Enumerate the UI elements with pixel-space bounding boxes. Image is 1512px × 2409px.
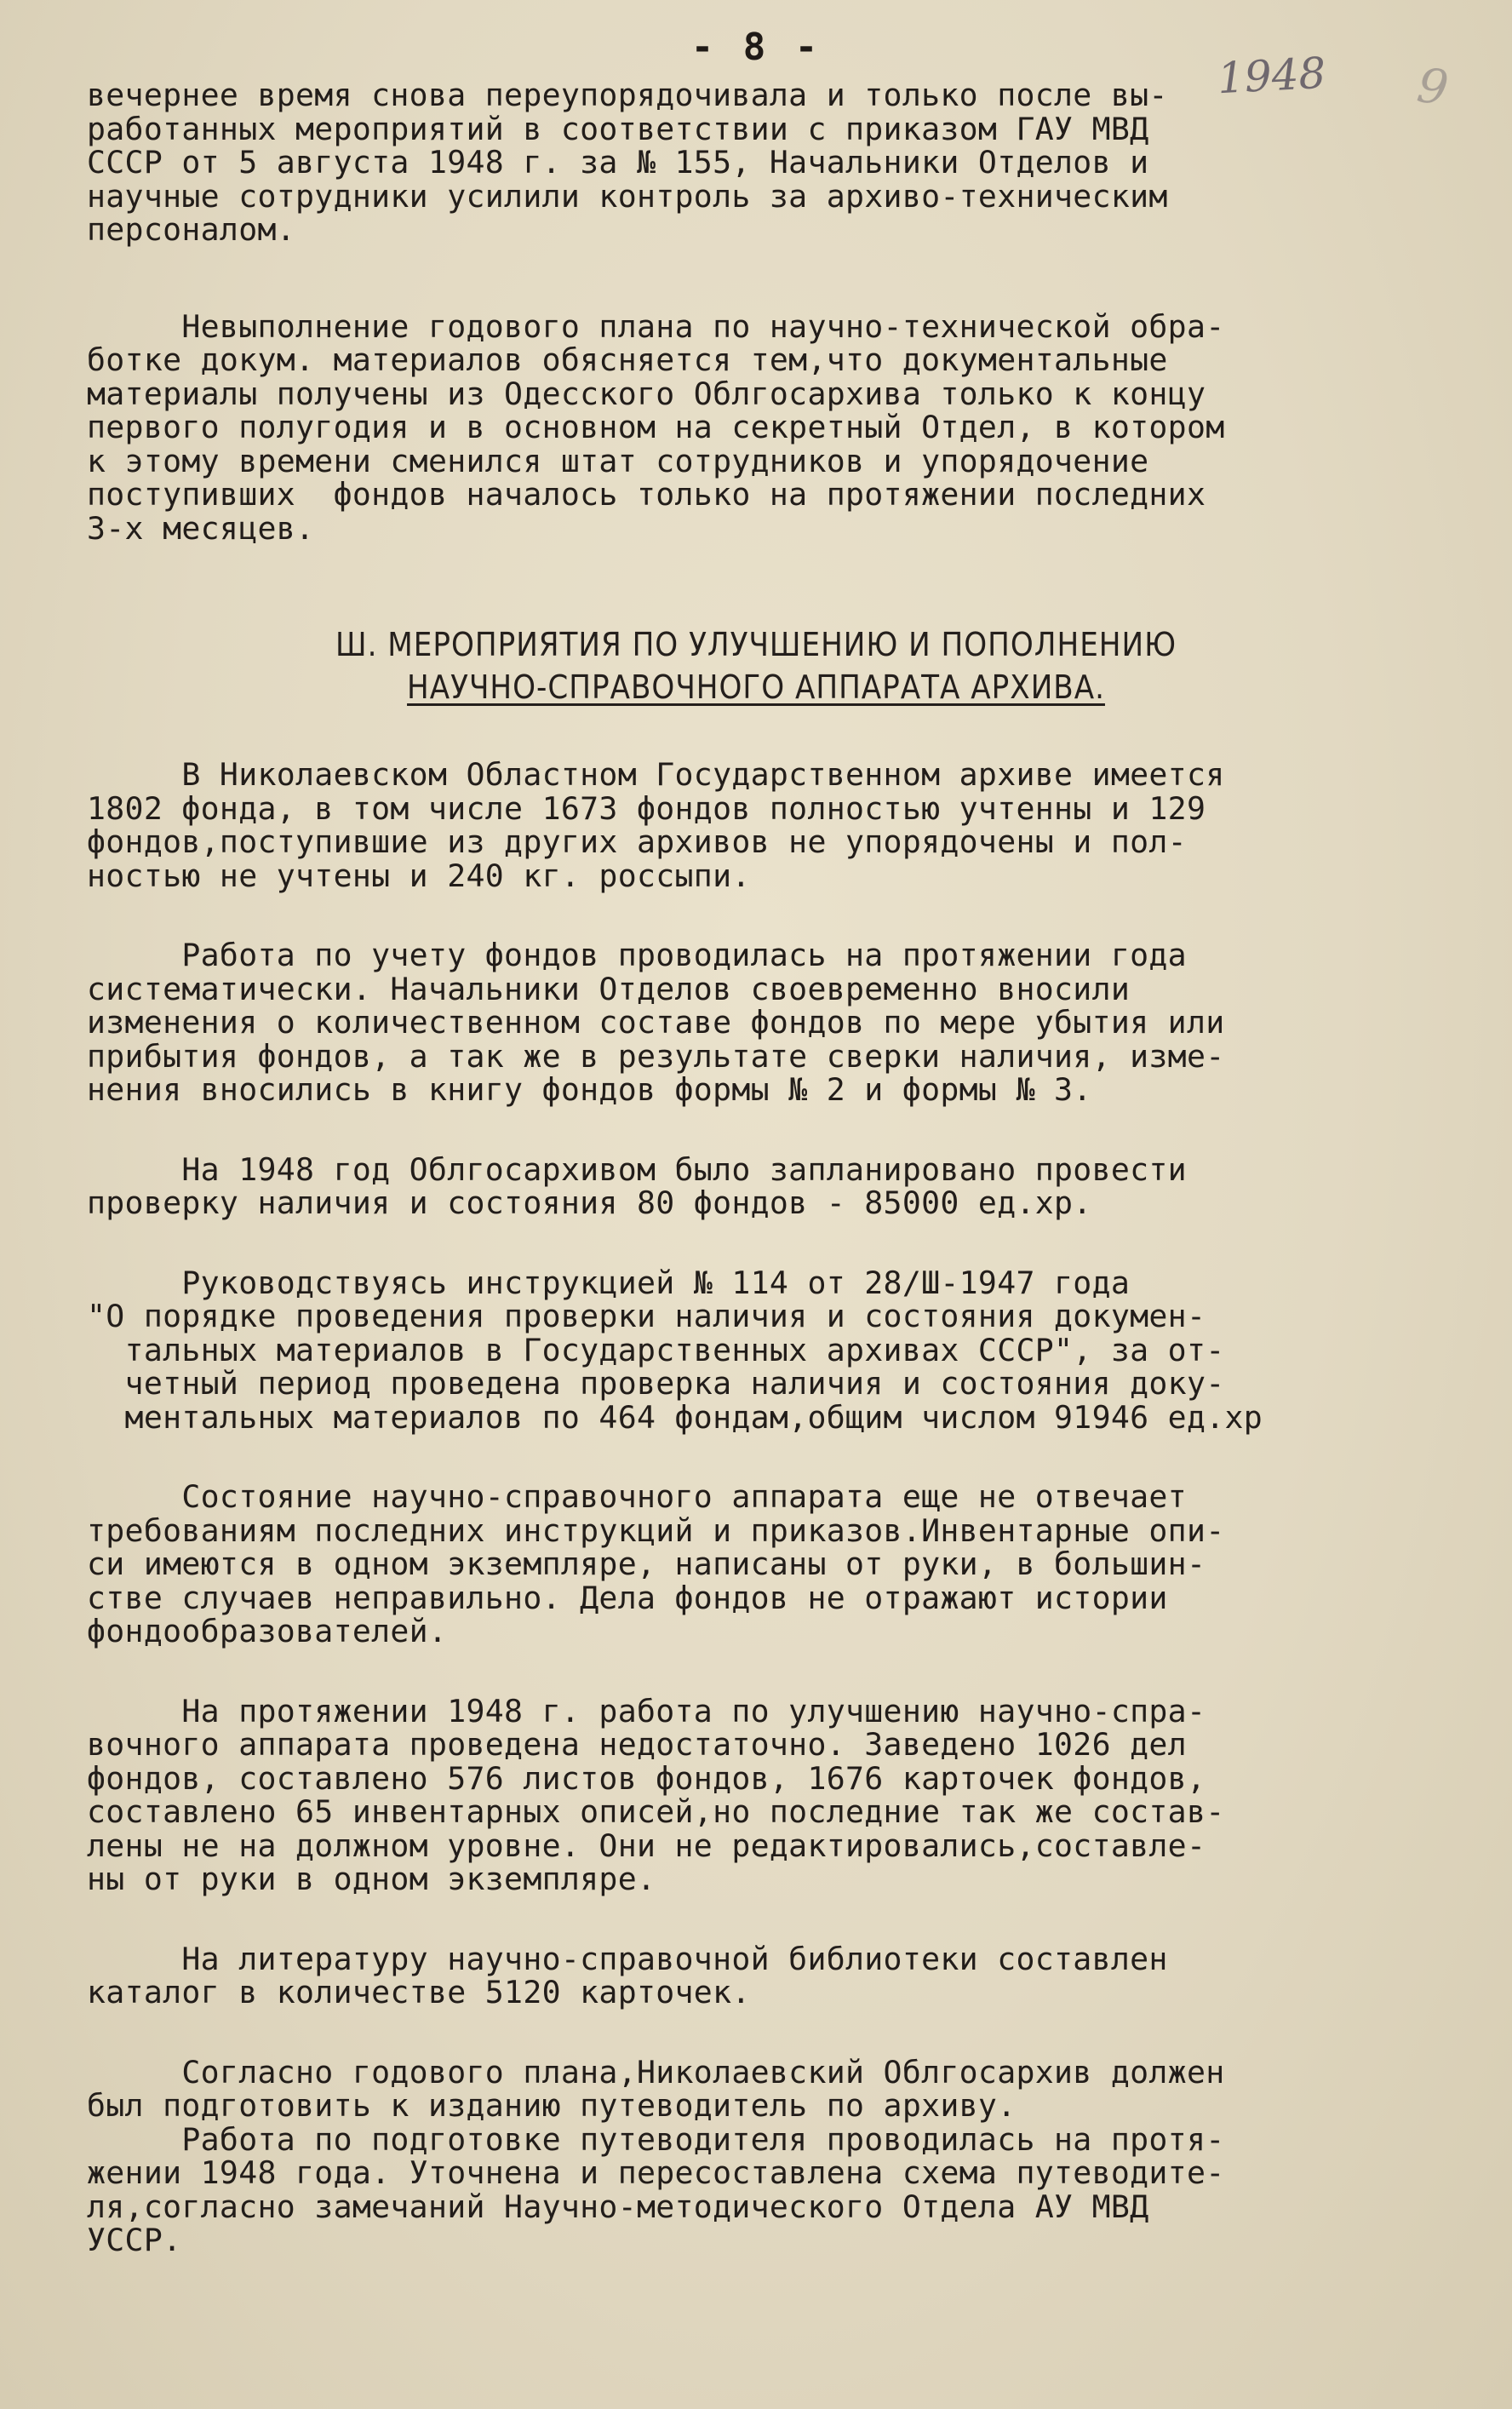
text-block-top — [87, 78, 1492, 545]
text-line: Невыполнение годового плана по научно-технической обра- — [87, 307, 1225, 345]
text-line: персоналом. — [87, 211, 296, 248]
text-line: работанных мероприятий в соответствии с приказом ГАУ МВД — [87, 110, 1149, 147]
paragraph — [87, 1266, 1492, 1435]
text-line: вочного аппарата проведена недостаточно. Заведено 1026 дел — [87, 1726, 1187, 1763]
text-line: 3-х месяцев. — [87, 509, 315, 547]
paragraph — [87, 78, 1492, 247]
paragraph — [87, 307, 1492, 547]
text-line: ботке докум. материалов обясняется тем,что документальные — [87, 341, 1168, 378]
text-line: фондов,поступившие из других архивов не упорядочены и пол- — [87, 823, 1187, 860]
text-block-body — [87, 758, 1492, 2257]
text-line: нения вносились в книгу фондов формы № 2 и формы № 3. — [87, 1071, 1092, 1108]
section-heading-line-2 — [0, 668, 1512, 706]
page-number: - 8 - — [690, 26, 822, 69]
text-line: На 1948 год Облгосархивом было запланировано провести — [87, 1150, 1187, 1188]
text-line: "О порядке проведения проверки наличия и состояния докумен- — [87, 1298, 1206, 1334]
text-line: ля,согласно замечаний Научно-методического Отдела АУ МВД — [87, 2188, 1149, 2225]
text-line: был подготовить к изданию путеводитель по архиву. — [87, 2087, 1017, 2124]
text-line: ностью не учтены и 240 кг. россыпи. — [87, 857, 751, 894]
text-line: фондов, составлено 576 листов фондов, 1676 карточек фондов, — [87, 1759, 1206, 1797]
text-line: поступивших фондов началось только на протяжении последних — [87, 476, 1206, 513]
text-line: На литературу научно-справочной библиотеки составлен — [87, 1940, 1168, 1977]
text-line: изменения о количественном составе фондов по мере убытия или — [87, 1004, 1225, 1041]
text-line: фондообразователей. — [87, 1613, 448, 1649]
paragraph — [87, 1942, 1492, 2010]
text-line: си имеются в одном экземпляре, написаны от руки, в большин- — [87, 1546, 1206, 1582]
text-line: лены не на должном уровне. Они не редактировались,составле- — [87, 1827, 1206, 1864]
text-line: 1802 фонда, в том числе 1673 фондов полностью учтенны и 129 — [87, 789, 1206, 827]
text-line: прибытия фондов, а так же в результате сверки наличия, изме- — [87, 1037, 1225, 1075]
paragraph — [87, 758, 1492, 892]
section-heading-underlined: НАУЧНО-СПРАВОЧНОГО АППАРАТА АРХИВА. — [407, 668, 1105, 706]
text-line: тальных материалов в Государственных архивах СССР", за от- — [87, 1331, 1225, 1368]
text-line: требованиям последних инструкций и приказов.Инвентарные опи- — [87, 1511, 1225, 1549]
paragraph — [87, 2053, 1492, 2258]
text-line: материалы получены из Одесского Облгосархива только к концу — [87, 375, 1206, 412]
text-line: вечернее время снова переупорядочивала и только после вы- — [87, 77, 1168, 113]
text-line: проверку наличия и состояния 80 фондов - 85000 ед.хр. — [87, 1184, 1092, 1221]
text-line: систематически. Начальники Отделов своевременно вносили — [87, 970, 1131, 1007]
text-line: жении 1948 года. Уточнена и пересоставлена схема путеводите- — [87, 2154, 1225, 2191]
paragraph — [87, 1692, 1492, 1897]
text-line: Руководствуясь инструкцией № 114 от 28/Ш-1947 года — [87, 1264, 1131, 1301]
text-line: УССР. — [87, 2222, 182, 2258]
text-line: к этому времени сменился штат сотрудников и упорядочение — [87, 442, 1149, 479]
handwritten-corner-number: 9 — [1413, 57, 1452, 118]
paragraph — [87, 1480, 1492, 1649]
handwritten-note: 1948 — [1216, 48, 1327, 104]
paragraph — [87, 938, 1492, 1107]
text-line: Работа по учету фондов проводилась на протяжении года — [87, 937, 1187, 973]
section-heading-line-1: Ш. МЕРОПРИЯТИЯ ПО УЛУЧШЕНИЮ И ПОПОЛНЕНИЮ — [335, 626, 1177, 663]
text-line: первого полугодия и в основном на секретный Отдел, в котором — [87, 409, 1225, 445]
text-line: ны от руки в одном экземпляре. — [87, 1861, 656, 1897]
text-line: В Николаевском Областном Государственном архиве имеется — [87, 756, 1225, 793]
text-line: ментальных материалов по 464 фондам,общим числом 91946 ед.хр — [87, 1398, 1263, 1436]
text-line: На протяжении 1948 г. работа по улучшению научно-спра- — [87, 1692, 1206, 1729]
text-line: Работа по подготовке путеводителя проводилась на протя- — [87, 2120, 1225, 2158]
text-line: четный период проведена проверка наличия и состояния доку- — [87, 1365, 1225, 1402]
text-line: каталог в количестве 5120 карточек. — [87, 1974, 751, 2010]
text-line: Согласно годового плана,Николаевский Облгосархив должен — [87, 2053, 1225, 2091]
text-line: стве случаев неправильно. Дела фондов не отражают истории — [87, 1579, 1168, 1616]
text-line: научные сотрудники усилили контроль за архиво-техническим — [87, 177, 1168, 215]
paragraph — [87, 1150, 1492, 1221]
text-line: СССР от 5 августа 1948 г. за № 155, Начальники Отделов и — [87, 144, 1149, 181]
text-line: составлено 65 инвентарных описей,но последние так же состав- — [87, 1793, 1225, 1830]
text-line: Состояние научно-справочного аппарата еще не отвечает — [87, 1478, 1187, 1515]
